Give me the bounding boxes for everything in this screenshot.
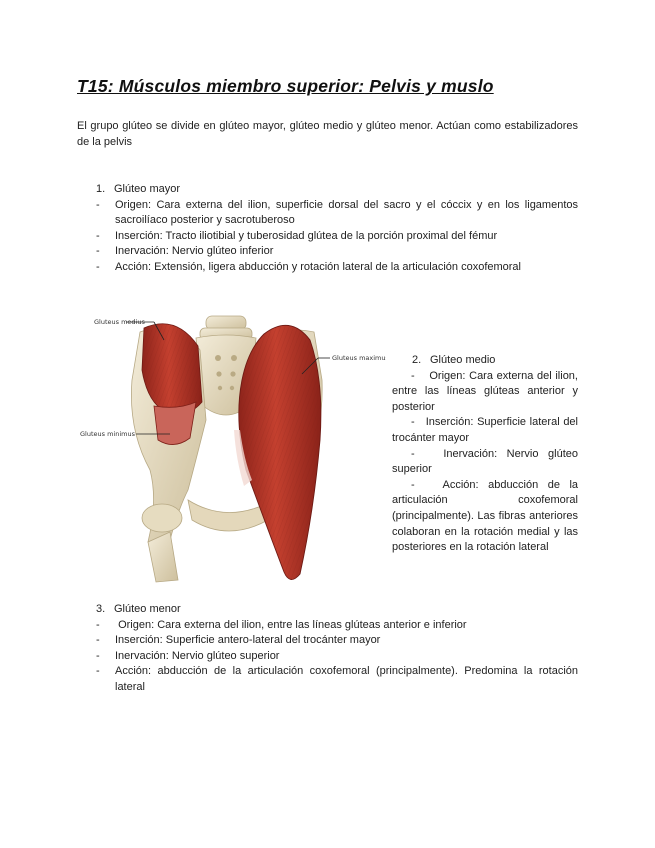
section-gluteo-medio bbox=[392, 353, 578, 556]
section-gluteo-mayor bbox=[77, 182, 578, 276]
list-item: - Inervación: Nervio glúteo inferior bbox=[96, 245, 274, 258]
bullet-list bbox=[77, 618, 578, 696]
label-gluteus-minimus: Gluteus minimus bbox=[80, 430, 135, 438]
section-gluteo-menor bbox=[77, 602, 578, 696]
section-heading: 1. Glúteo mayor bbox=[96, 183, 181, 195]
list-item: - Acción: abducción de la articulación coxofemoral (principalmente). Las fibras anteriores colaboran en la rotación medial y las posteriores en la rotación lateral bbox=[392, 478, 579, 554]
list-item: - Origen: Cara externa del ilion, entre las líneas glúteas anterior e inferior bbox=[96, 618, 467, 631]
page-title: T15: Músculos miembro superior: Pelvis y muslo bbox=[77, 76, 494, 96]
pelvis-figure-svg bbox=[78, 310, 386, 585]
section-heading: 3. Glúteo menor bbox=[96, 603, 181, 615]
label-gluteus-medius: Gluteus medius bbox=[94, 318, 145, 326]
list-item: - Inserción: Tracto iliotibial y tuberosidad glútea de la porción proximal del fémur bbox=[96, 229, 498, 242]
list-item: - Inserción: Superficie antero-lateral del trocánter mayor bbox=[96, 634, 381, 647]
list-item: - Acción: Extensión, ligera abducción y rotación lateral de la articulación coxofemoral bbox=[96, 260, 521, 273]
section-heading: 2. Glúteo medio bbox=[412, 354, 496, 366]
list-item: - Origen: Cara externa del ilion, entre las líneas glúteas anterior y posterior bbox=[392, 369, 578, 413]
list-item: - Inervación: Nervio glúteo superior bbox=[96, 649, 280, 662]
bullet-list bbox=[77, 198, 578, 276]
list-item: - Inervación: Nervio glúteo superior bbox=[392, 447, 578, 476]
label-gluteus-maximus: Gluteus maximus bbox=[332, 354, 386, 362]
gluteal-muscles-illustration bbox=[78, 310, 386, 585]
gluteus-minimus-muscle bbox=[154, 402, 196, 445]
list-item: - Origen: Cara externa del ilion, superficie dorsal del sacro y el cóccix y en los ligamentos sacroilíaco posterior y sacrotuberoso bbox=[96, 198, 578, 227]
intro-paragraph: El grupo glúteo se divide en glúteo mayor, glúteo medio y glúteo menor. Actúan como estabilizadores de la pelvis bbox=[77, 120, 578, 148]
list-item: - Acción: abducción de la articulación coxofemoral (principalmente). Predomina la rotación lateral bbox=[96, 665, 578, 693]
muscle-fibers bbox=[239, 325, 321, 579]
list-item: - Inserción: Superficie lateral del trocánter mayor bbox=[392, 416, 578, 444]
